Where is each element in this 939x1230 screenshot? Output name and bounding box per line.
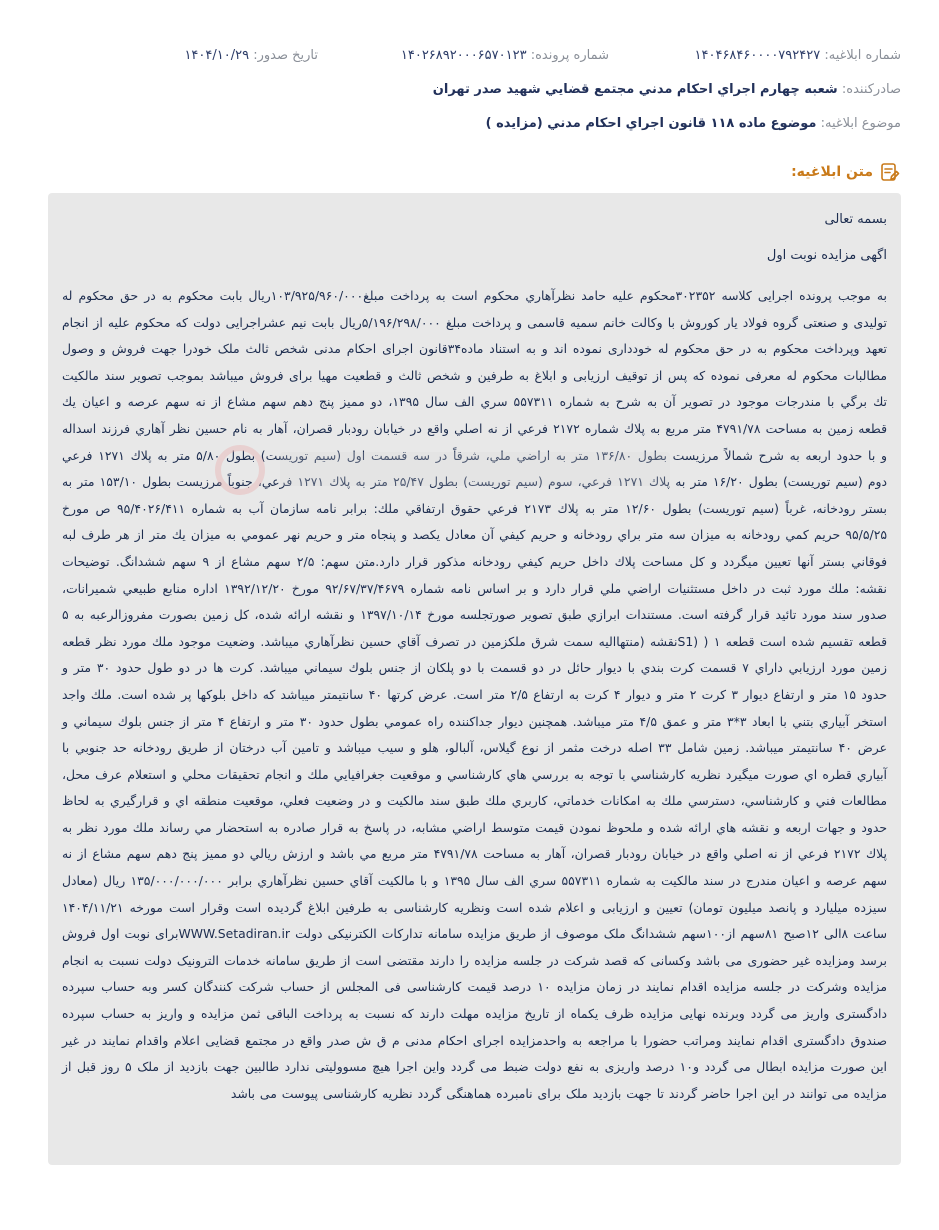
notice-number [695,45,901,67]
content-heading: بسمه تعالی [824,212,887,227]
document-edit-icon [879,161,901,183]
notice-number-label: شماره ابلاغیه: [824,48,901,63]
notice-content-box [48,193,901,1165]
issue-date-value: ۱۴۰۴/۱۰/۲۹ [184,48,250,63]
subject-row [40,113,901,135]
subject-value: موضوع ماده ۱۱۸ قانون اجراي احكام مدني (مزايده ) [485,116,817,131]
case-number-label: شماره پرونده: [530,48,609,63]
issuer-row [40,79,901,101]
case-number-value: ۱۴۰۲۶۸۹۲۰۰۰۶۵۷۰۱۲۳ [400,48,527,63]
content-body: به موجب پرونده اجرایی کلاسه ۳۰۲۳۵۲محکوم علیه حامد نظرآهاري محكوم است به پرداخت مبلغ۱۰۳/۹۲۵/۹۶۰/۰۰۰ریال بابت محکوم به در حق محکوم له تولیدی و صنعتی گروه فولاد یار کوروش با وکالت خانم سمیه قاسمی و پرداخت مبلغ ۵/۱۹۶/۲۹۸/۰۰۰ریال بابت نیم عشراجرایی دولت که محکوم علیه از انجام تعهد وپرداخت محکوم به در حق محکوم له خودداری نموده اند و به استناد ماده۳۴قانون اجرای احکام مدنی شخص ثالث ملک خودرا جهت فروش و وصول مطالبات محکوم له معرفی نموده که پس از توقیف ارزیابی و ابلاغ به طرفین و شخص ثالث و قطعیت مهیا برای فروش میباشد بموجب تصوير سند مالكيت تك برگي با مندرجات موجود در تصوير آن به شرح به شماره ۵۵۷۳۱۱ سري الف سال ۱۳۹۵، دو مميز پنج دهم سهم مشاع از نه سهم عرصه و اعيان يك قطعه زمين به مساحت ۴۷۹۱/۷۸ متر مربع به پلاك شماره ۲۱۷۲ فرعي از نه اصلي واقع در خيابان رودبار قصران، آهار به نام حسين نظر آهاري فرزند اسداله و با حدود اربعه به شرح شمالاً مرزيست بطول ۱۳۶/۸۰ متر به اراضي ملي، شرقاً در سه قسمت اول (سيم توريست) بطول ۵/۸۰ متر به پلاك ۱۲۷۱ فرعي دوم (سيم توريست) بطول ۱۶/۲۰ متر به پلاك ۱۲۷۱ فرعي، سوم (سيم توريست) بطول ۲۵/۴۷ متر به پلاك ۱۲۷۱ فرعي، جنوباً مرزيست بطول ۱۵۳/۱۰ متر به بستر رودخانه، غرباً (سيم توريست) بطول ۱۲/۶۰ متر به پلاك ۲۱۷۳ فرعي حقوق ارتفاقي ملك: برابر نامه سازمان آب به شماره ۹۵/۴۰۲۶/۴۱۱ ص مورخ ۹۵/۵/۲۵ حريم كمي رودخانه به ميزان سه متر براي رودخانه و حريم كيفي آن معادل يكصد و پنجاه متر و حريم نهر عمومي به ميزان يك متر از هر طرف لبه فوقاني بستر آنها تعيين ميگردد و كل مساحت پلاك داخل حريم كيفي رودخانه مذكور قرار دارد.متن سهم: ۲/۵ سهم مشاع از ۹ سهم ششدانگ. توضيحات نقشه: ملك مورد ثبت در داخل مستثنيات اراضي ملي قرار دارد و بر اساس نامه شماره ۹۲/۶۷/۳۷/۴۶۷۹ مورخ ۱۳۹۲/۱۲/۲۰ اداره منابع طبيعي شميرانات، صدور سند مورد تائيد قرار گرفته است. مستندات ابرازي طبق تصوير صورتجلسه مورخ ۱۳۹۷/۱۰/۱۴ و نقشه ارائه شده، كل زمين بصورت مفروزالرعبه به ۵ قطعه تقسيم شده است قطعه ۱ ( (S1نقشه (منتهااليه سمت شرق ملكزمين در تصرف آقاي حسين نظرآهاري ميباشد. وضعيت موجود ملك مورد نظر قطعه زمين مورد ارزيابي داراي ۷ قسمت كرت بندي با ديوار حائل در دو قسمت با دو پلكان از جنس بلوك سيماني ميباشد. كرت ها در دو طول حدود ۳۰ متر و حدود ۱۵ متر و ارتفاع ديوار ۳ كرت ۲ متر و ديوار ۴ كرت به ارتفاع ۲/۵ متر است. عرض كرتها ۴۰ سانتيمتر ميباشد كه داخل بلوكها پر شده است. ملك واجد استخر آبياري بتني با ابعاد ۳*۳ متر و عمق ۴/۵ متر ميباشد. همچنين ديوار جداكننده راه عمومي بطول حدود ۳۰ متر و ارتفاع ۴ متر از جنس بلوك سيماني و عرض ۴۰ سانتيمتر ميباشد. زمين شامل ۳۳ اصله درخت مثمر از نوع گيلاس، آلبالو، هلو و سيب ميباشد و تامين آب درختان از طريق رودخانه حد جنوبي با آبياري قطره اي صورت ميگيرد نظريه كارشناسي با توجه به بررسي هاي كارشناسي و موقعيت جغرافيايي ملك و انجام تحقيقات محلي و استعلام عرف محل، مطالعات فني و كارشناسي، دسترسي ملك به امكانات خدماتي، كاربري ملك طبق سند مالكيت و در وضعيت فعلي، موقعيت منطقه اي و قرارگيري به لحاظ حدود و جهات اربعه و نقشه هاي ارائه شده و ملحوظ نمودن قيمت متوسط اراضي مشابه، در پاسخ به قرار صادره به استحضار مي رساند ملك مورد نظر به پلاك ۲۱۷۲ فرعي از نه اصلي واقع در خيابان رودبار قصران، آهار به مساحت ۴۷۹۱/۷۸ متر مربع مي باشد و ارزش ريالي دو مميز پنج دهم سهم مشاع از نه سهم عرصه و اعيان مندرج در سند مالكيت به شماره ۵۵۷۳۱۱ سري الف سال ۱۳۹۵ و با مالكيت آقاي حسين نظرآهاري برابر ۱۳۵/۰۰۰/۰۰۰/۰۰۰ ريال (معادل سيزده ميليارد و پانصد ميليون تومان) تعيين و ارزیابی و اعلام شده است ونظریه کارشناسی به طرفین ابلاغ گردیده است وقرار است مورخه ۱۴۰۴/۱۱/۲۱ ساعت ۸الی ۱۲صبح ۸۱سهم از۱۰۰سهم ششدانگ ملک موصوف از طریق مزایده سامانه تدارکات الکترنیکی دولت WWW.Setadiran.irبرای نوبت اول فروش برسد ومزایده غیر حضوری می باشد وکسانی که قصد شرکت در جلسه مزایده را دارند مقتضی است از طریق سامانه خدمات الترونیک دولت نسبت به انجام مزایده وشرکت در جلسه مزایده اقدام نمایند در زمان مزایده ۱۰ درصد قیمت کارشناسی فی المجلس از حساب شرکت کنندگان کسر وبه حساب سپرده دادگستری واریز می گردد وبرنده نهایی مزایده ظرف یکماه از تاریخ مزایده مهلت دارند که نسبت به پرداخت الباقی ثمن مزایده و واریز به حساب سپرده صندوق دادگستری اقدام نمایند ومراتب حضورا با مراجعه به واحدمزایده اجرای احکام مدنی م ق ش صدر واقع در مجتمع قضایی اعلام واقدام نمایند در غیر این صورت مزایده ابطال می گردد و۱۰ درصد واریزی به نفع دولت ضبط می گردد واین اجرا هیچ مسوولیتی ندارد طالبین جهت بازدید از ملک ۵ روز قبل از مزایده می توانند در این اجرا حاضر گردند تا جهت بازدید ملک برای نامبرده هماهنگی گردد نظریه کارشناسی پیوست می باشد [62,288,888,1101]
case-number [401,45,609,67]
subject-label: موضوع ابلاغیه: [820,116,901,131]
section-title-text: متن ابلاغیه: [791,164,873,180]
issuer-value: شعبه چهارم اجراي احكام مدني مجتمع قضايي شهيد صدر تهران [432,82,838,97]
issue-date [184,45,318,67]
issuer-label: صادرکننده: [841,82,901,97]
content-subheading: اگهی مزایده نوبت اول [766,248,887,263]
header-meta-row [40,45,901,67]
issue-date-label: تاریخ صدور: [253,48,318,63]
section-title [791,160,901,184]
notice-number-value: ۱۴۰۴۶۸۴۶۰۰۰۰۷۹۲۴۲۷ [694,48,821,63]
